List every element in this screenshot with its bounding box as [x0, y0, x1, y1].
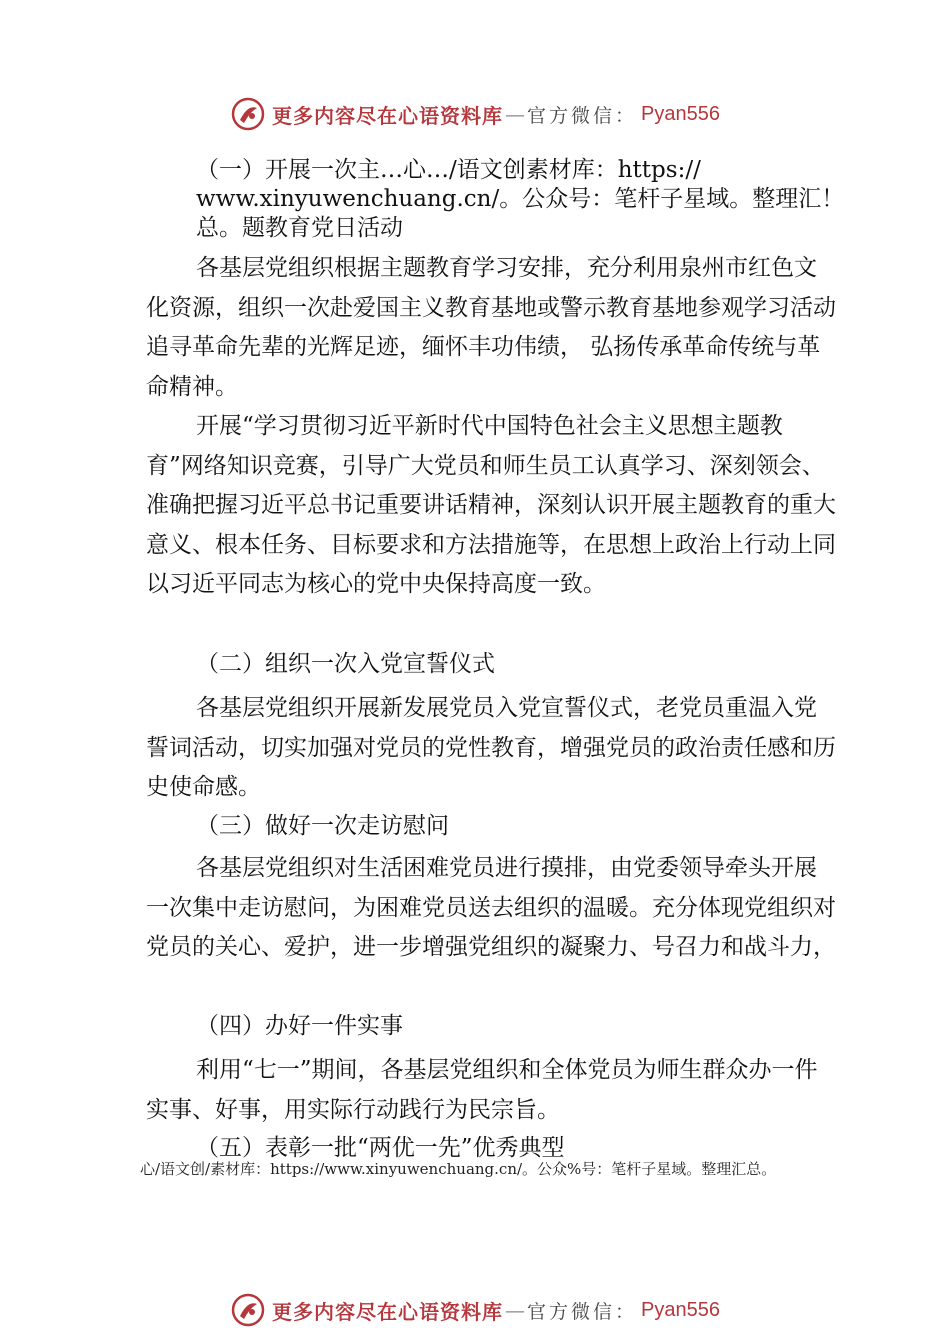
banner-wechat-label: 官方微信：	[527, 104, 638, 127]
section-1-paragraph-1: 各基层党组织根据主题教育学习安排，充分利用泉州市红色文化资源，组织一次赴爱国主义教育基地或警示教育基地参观学习活动追寻革命先辈的光辉足迹，缅怀丰功伟绩， 弘扬传承革命传统与革命精神。	[146, 255, 836, 400]
section-2-heading: （二）组织一次入党宣誓仪式	[196, 651, 495, 677]
section-3-heading: （三）做好一次走访慰问	[196, 813, 449, 839]
section-1-heading: （一）开展一次主…心…/语文创素材库：https:// www.xinyuwenchuang.cn/。公众号：笔杆子星域。整理汇！总。题教育党日活动	[196, 157, 845, 241]
section-1-paragraph-2: 开展“学习贯彻习近平新时代中国特色社会主义思想主题教育”网络知识竞赛，引导广大党员和师生员工认真学习、深刻领会、准确把握习近平总书记重要讲话精神，深刻认识开展主题教育的重大意义、根本任务、目标要求和方法措施等，在思想上政治上行动上同以习近平同志为核心的党中央保持高度一致。	[146, 413, 836, 597]
section-4-paragraph: 利用“七一”期间，各基层党组织和全体党员为师生群众办一件实事、好事，用实际行动践行为民宗旨。	[146, 1057, 818, 1123]
section-4-heading: （四）办好一件实事	[196, 1013, 403, 1039]
banner-title: 更多内容尽在心语资料库	[272, 1299, 503, 1324]
banner-wechat-id: Pyan556	[641, 1298, 720, 1321]
logo-icon	[230, 1292, 266, 1328]
watermark-footer-note: 心/语文创/素材库：https://www.xinyuwenchuang.cn/。公众%号：笔杆子星域。整理汇总。	[140, 1160, 777, 1178]
banner-separator: —	[505, 1298, 525, 1322]
header-banner	[0, 94, 950, 134]
footer-banner	[0, 1290, 950, 1330]
section-2-paragraph: 各基层党组织开展新发展党员入党宣誓仪式，老党员重温入党誓词活动，切实加强对党员的党性教育，增强党员的政治责任感和历史使命感。	[146, 695, 836, 800]
banner-wechat-label: 官方微信：	[527, 1300, 638, 1323]
banner-wechat-id: Pyan556	[641, 102, 720, 125]
logo-icon	[230, 96, 266, 132]
section-5-heading: （五）表彰一批“两优一先”优秀典型	[196, 1135, 565, 1161]
banner-separator: —	[505, 102, 525, 126]
section-3-paragraph: 各基层党组织对生活困难党员进行摸排，由党委领导牵头开展一次集中走访慰问，为困难党员送去组织的温暖。充分体现党组织对党员的关心、爱护，进一步增强党组织的凝聚力、号召力和战斗力，	[146, 855, 836, 960]
banner-title: 更多内容尽在心语资料库	[272, 103, 503, 128]
